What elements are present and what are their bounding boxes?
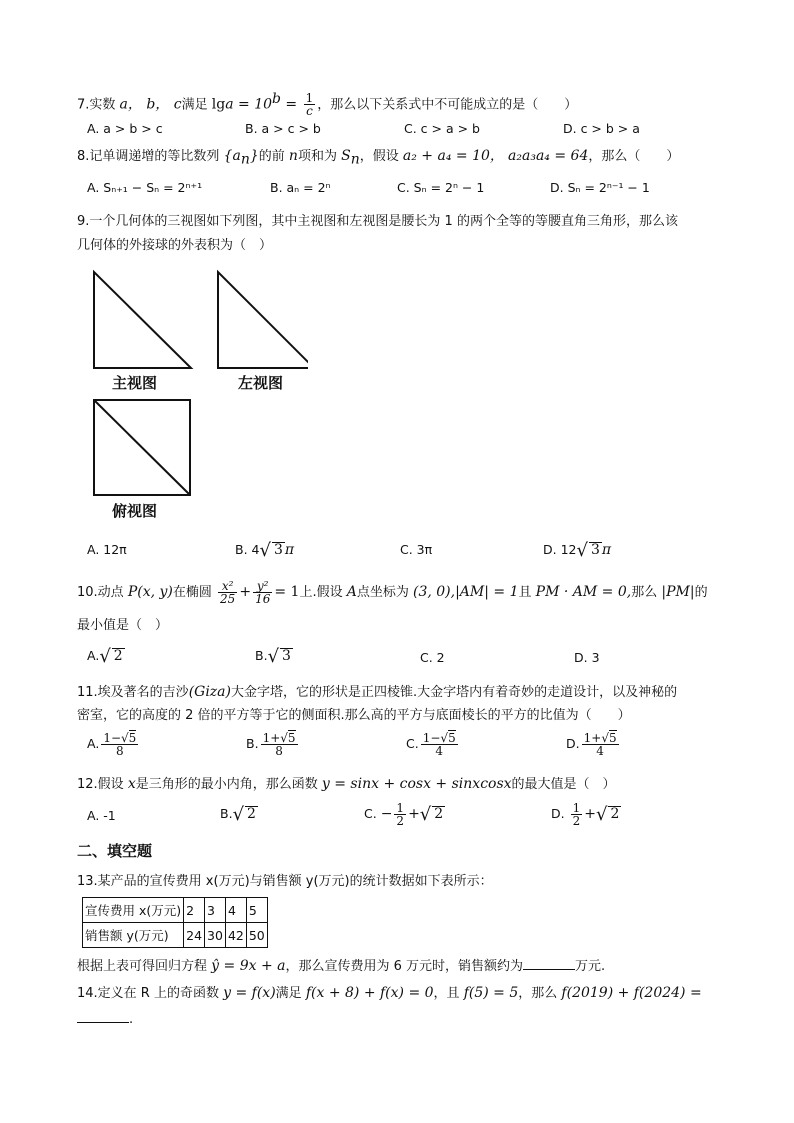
- q9-option-a-text: A. 12π: [87, 542, 127, 557]
- q10-frac2-num: y²: [253, 580, 272, 593]
- table-cell: 宣传费用 x(万元): [83, 898, 184, 923]
- q11-line1-b: 大金字塔，它的形状是正四棱锥.大金字塔内有着奇妙的走道设计，以及神秘的: [231, 685, 678, 700]
- q12-option-d-radicand: 2: [610, 806, 620, 822]
- q11-option-b[interactable]: [246, 732, 300, 757]
- q12-option-d-frac: [571, 802, 583, 827]
- q12-option-c-sign: −: [380, 806, 393, 822]
- q11-option-a[interactable]: [87, 732, 140, 757]
- q12-option-b-radicand: 2: [247, 806, 256, 822]
- q13-after-c: 万元.: [575, 959, 606, 974]
- q8-text-e: ，那么（ ）: [588, 149, 680, 164]
- q9-option-b-pre: B. 4: [235, 542, 260, 557]
- q10-option-d[interactable]: [574, 650, 600, 665]
- table-cell: 5: [246, 898, 267, 923]
- q11-option-c-num: 1−: [422, 731, 441, 745]
- q10-t3: 点坐标为: [356, 585, 409, 600]
- q11-line1: [77, 682, 677, 703]
- q14-stem: [77, 983, 702, 1004]
- q11-option-b-frac: [261, 732, 298, 757]
- q7-stem: [77, 89, 577, 117]
- q13-data-table: [82, 897, 268, 948]
- q9-option-d-post: π: [601, 542, 612, 558]
- table-cell: 24: [184, 923, 205, 948]
- q10-t5: 那么: [631, 585, 658, 600]
- q12-func: y = sinx + cosx + sinxcosx: [321, 776, 512, 792]
- q11-option-b-radicand: 5: [287, 731, 296, 745]
- sqrt-symbol: √: [259, 540, 271, 561]
- front-view-triangle: [94, 272, 191, 368]
- table-cell: 42: [225, 923, 246, 948]
- q14-f1: y = f(x): [223, 985, 276, 1001]
- table-cell: 2: [184, 898, 205, 923]
- q12-option-c-den: 2: [396, 814, 405, 828]
- q10-am: |AM| = 1: [455, 584, 519, 600]
- q11-option-d-label: D.: [566, 736, 580, 751]
- q12-xvar: x: [127, 776, 136, 792]
- q14-f4: f(2019) + f(2024) =: [561, 985, 702, 1001]
- q10-frac1: [218, 580, 237, 605]
- q13-after-b: ，那么宣传费用为 6 万元时，销售额约为: [285, 959, 524, 974]
- q10-eq1: = 1: [274, 584, 300, 600]
- q12-option-b[interactable]: [220, 804, 258, 825]
- q7-prefix: 7.实数: [77, 97, 116, 113]
- sqrt-symbol: √: [595, 804, 608, 825]
- q8-text-a: 8.记单调递增的等比数列: [77, 149, 220, 164]
- sqrt-symbol: √: [267, 646, 280, 667]
- table-row: [83, 923, 268, 948]
- q12-option-d-pre: D.: [551, 806, 565, 821]
- sqrt-symbol: √: [99, 646, 111, 667]
- q8-svar: S: [341, 148, 351, 164]
- q11-option-d-num: 1+: [583, 731, 602, 745]
- q7-option-d-text: D. c > b > a: [563, 121, 640, 136]
- sqrt-symbol: √: [419, 804, 432, 825]
- q10-option-c-text: C. 2: [420, 650, 445, 665]
- q12-option-c-frac: [394, 802, 406, 827]
- q12-t1: 是三角形的最小内角，那么函数: [135, 777, 318, 792]
- q10-frac1-den: 25: [220, 592, 236, 606]
- table-cell: 3: [205, 898, 226, 923]
- q11-giza: (Giza): [188, 684, 231, 700]
- q11-option-a-radicand: 5: [128, 731, 137, 745]
- q8-option-b[interactable]: [270, 180, 331, 195]
- q11-option-a-frac: [101, 732, 138, 757]
- q10-option-a-pre: A.: [87, 648, 100, 663]
- q10-acoord: (3, 0),: [413, 584, 456, 600]
- q9-option-d-radicand: 3: [590, 542, 600, 558]
- q8-s-sub: n: [350, 151, 360, 168]
- sqrt-symbol: √: [440, 731, 449, 745]
- q12-option-c-num: 1: [396, 801, 405, 815]
- q8-cond2: a₂a₃a₄ = 64: [508, 148, 589, 164]
- q12-t2: 的最大值是（ ）: [511, 777, 616, 792]
- q7-suffix: ，那么以下关系式中不可能成立的是（ ）: [317, 97, 578, 113]
- q7-lhs: lg: [211, 96, 226, 113]
- q14-c: ，且: [433, 986, 460, 1001]
- q8-stem: [77, 146, 679, 170]
- q10-t2: 上.假设: [299, 585, 343, 600]
- table-cell: 30: [205, 923, 226, 948]
- q10-option-a-radicand: 2: [113, 648, 123, 664]
- sqrt-symbol: √: [576, 540, 588, 561]
- table-row: [83, 898, 268, 923]
- q8-seq-close: }: [249, 148, 259, 164]
- q9-line2: 几何体的外接球的外表积为（ ）: [77, 238, 273, 253]
- q8-cond1: a₂ + a₄ = 10，: [402, 148, 504, 164]
- q10-plus: +: [239, 584, 252, 600]
- q10-t1: 在椭圆: [172, 585, 212, 600]
- q8-option-c-text: C. Sₙ = 2ⁿ − 1: [397, 180, 485, 195]
- q9-option-c-text: C. 3π: [400, 542, 433, 557]
- sqrt-symbol: √: [232, 804, 245, 825]
- q11-option-c-frac: [421, 732, 458, 757]
- q10-option-c[interactable]: [420, 650, 445, 665]
- q12-option-c[interactable]: [364, 802, 445, 827]
- q10-frac2-den: 16: [255, 592, 271, 606]
- q14-b: 满足: [275, 986, 302, 1001]
- q7-option-d[interactable]: [563, 121, 640, 136]
- q13-regression-eq: ŷ = 9x + a: [211, 958, 286, 974]
- q8-option-a[interactable]: [87, 180, 202, 195]
- q7-frac-num: 1: [305, 91, 314, 106]
- q12-option-c-plus: +: [408, 806, 420, 822]
- q11-option-d[interactable]: [566, 732, 621, 757]
- q7-option-c-text: C. c > a > b: [404, 121, 480, 136]
- q8-text-c: 项和为: [297, 149, 337, 164]
- q11-option-a-num: 1−: [103, 731, 122, 745]
- q11-option-d-frac: [582, 732, 619, 757]
- q11-option-d-den: 4: [596, 744, 604, 758]
- top-view-label: 俯视图: [112, 502, 158, 520]
- q7-eq: =: [280, 96, 302, 113]
- q10-prefix: 10.动点: [77, 585, 124, 600]
- q7-frac-den: c: [306, 104, 313, 119]
- q7-vars: a， b， c: [119, 96, 182, 113]
- q9-option-b-post: π: [284, 542, 295, 558]
- q7-frac: [304, 92, 316, 117]
- q7-option-b-text: B. a > c > b: [245, 121, 321, 136]
- section-heading: 二、填空题: [77, 842, 153, 860]
- q10-stem: [77, 580, 708, 605]
- q7-option-a-text: A. a > b > c: [87, 121, 163, 136]
- q8-seq-sub: n: [240, 151, 250, 168]
- q7-exp: b: [272, 91, 281, 107]
- q11-line2: 密室，它的高度的 2 倍的平方等于它的侧面积.那么高的平方与底面棱长的平方的比值为（ ）: [77, 708, 631, 723]
- q14-d: ，那么: [518, 986, 558, 1001]
- q8-option-d-text: D. Sₙ = 2ⁿ⁻¹ − 1: [550, 180, 650, 195]
- q11-option-d-radicand: 5: [608, 731, 617, 745]
- q9-option-d-pre: D. 12: [543, 542, 577, 557]
- q10-option-b[interactable]: [255, 646, 293, 667]
- q10-option-b-pre: B.: [255, 648, 268, 663]
- q12-prefix: 12.假设: [77, 777, 124, 792]
- q10-avar: A: [346, 584, 357, 600]
- q8-text-b: 的前: [258, 149, 285, 164]
- q10-option-b-radicand: 3: [282, 648, 291, 664]
- q11-option-c-radicand: 5: [448, 731, 456, 745]
- q14-f3: f(5) = 5: [463, 985, 519, 1001]
- q13-after-a: 根据上表可得回归方程: [77, 959, 208, 974]
- q11-option-b-label: B.: [246, 736, 259, 751]
- q7-option-c[interactable]: [404, 121, 480, 136]
- q10-pm: |PM|: [661, 584, 695, 600]
- q11-option-c-den: 4: [435, 744, 444, 758]
- q9-option-c[interactable]: [400, 542, 432, 557]
- q10-option-d-text: D. 3: [574, 650, 600, 665]
- q11-option-b-num: 1+: [262, 731, 281, 745]
- q12-option-b-pre: B.: [220, 806, 233, 821]
- sqrt-symbol: √: [121, 731, 129, 745]
- side-view-label: 左视图: [238, 374, 284, 392]
- q10-frac2: [253, 580, 272, 605]
- q12-option-d[interactable]: [551, 802, 621, 827]
- q9-option-b[interactable]: [235, 540, 294, 561]
- q13-intro: 13.某产品的宣传费用 x(万元)与销售额 y(万元)的统计数据如下表所示：: [77, 874, 493, 889]
- q9-option-a[interactable]: [87, 542, 127, 557]
- q8-nvar: n: [288, 148, 298, 164]
- q14-answer-blank[interactable]: [77, 1008, 129, 1023]
- q7-cond-lead: 满足: [181, 97, 208, 113]
- table-cell: 销售额 y(万元): [83, 923, 184, 948]
- q12-option-a[interactable]: [87, 808, 116, 823]
- table-cell: 50: [246, 923, 267, 948]
- q12-stem: [77, 774, 616, 795]
- front-view-label: 主视图: [112, 374, 158, 392]
- q7-middle: a = 10: [225, 96, 273, 113]
- q12-option-d-plus: +: [584, 806, 596, 822]
- q8-option-d[interactable]: [550, 180, 650, 195]
- q14-f2: f(x + 8) + f(x) = 0: [305, 985, 434, 1001]
- q8-option-c[interactable]: [397, 180, 484, 195]
- q12-option-c-pre: C.: [364, 806, 377, 821]
- q8-text-d: ，假设: [359, 149, 399, 164]
- q10-t4: 且: [518, 585, 532, 600]
- q8-seq: {a: [223, 148, 241, 164]
- q14-end: .: [129, 1012, 134, 1027]
- q11-option-c-label: C.: [406, 736, 419, 751]
- q11-line1-a: 11.埃及著名的吉沙: [77, 685, 189, 700]
- q11-option-b-den: 8: [275, 744, 283, 758]
- q9-line1: 9.一个几何体的三视图如下列图，其中主视图和左视图是腰长为 1 的两个全等的等腰直角三角形，那么该: [77, 214, 678, 229]
- q12-option-c-radicand: 2: [434, 806, 444, 822]
- q8-option-a-text: A. Sₙ₊₁ − Sₙ = 2ⁿ⁺¹: [87, 180, 203, 195]
- q12-option-a-text: A. -1: [87, 808, 116, 823]
- sqrt-symbol: √: [601, 731, 609, 745]
- side-view-triangle: [218, 272, 308, 368]
- sqrt-symbol: √: [280, 731, 288, 745]
- top-view-diagonal: [94, 400, 190, 495]
- q10-t6: 的: [694, 585, 708, 600]
- q12-option-d-num: 1: [572, 801, 581, 815]
- q11-option-a-label: A.: [87, 736, 100, 751]
- q10-point: P(x, y): [127, 584, 173, 600]
- q8-option-b-text: B. aₙ = 2ⁿ: [270, 180, 331, 195]
- q7-option-a[interactable]: [87, 121, 163, 136]
- q11-option-a-den: 8: [115, 744, 124, 758]
- q10-frac1-num: x²: [218, 580, 237, 593]
- q9-option-b-radicand: 3: [273, 542, 283, 558]
- three-views-figure: [88, 268, 308, 518]
- q7-option-b[interactable]: [245, 121, 321, 136]
- q10-line2: 最小值是（ ）: [77, 618, 169, 633]
- q10-dot: PM · AM = 0,: [535, 584, 632, 600]
- q9-option-d[interactable]: [543, 540, 611, 561]
- q14-a: 14.定义在 R 上的奇函数: [77, 986, 219, 1001]
- q13-answer-blank[interactable]: [523, 955, 575, 970]
- q11-option-c[interactable]: [406, 732, 460, 757]
- q13-question: [77, 955, 605, 977]
- table-cell: 4: [225, 898, 246, 923]
- q14-answer-line: [77, 1008, 133, 1030]
- q10-option-a[interactable]: [87, 646, 125, 667]
- q12-option-d-den: 2: [572, 814, 581, 828]
